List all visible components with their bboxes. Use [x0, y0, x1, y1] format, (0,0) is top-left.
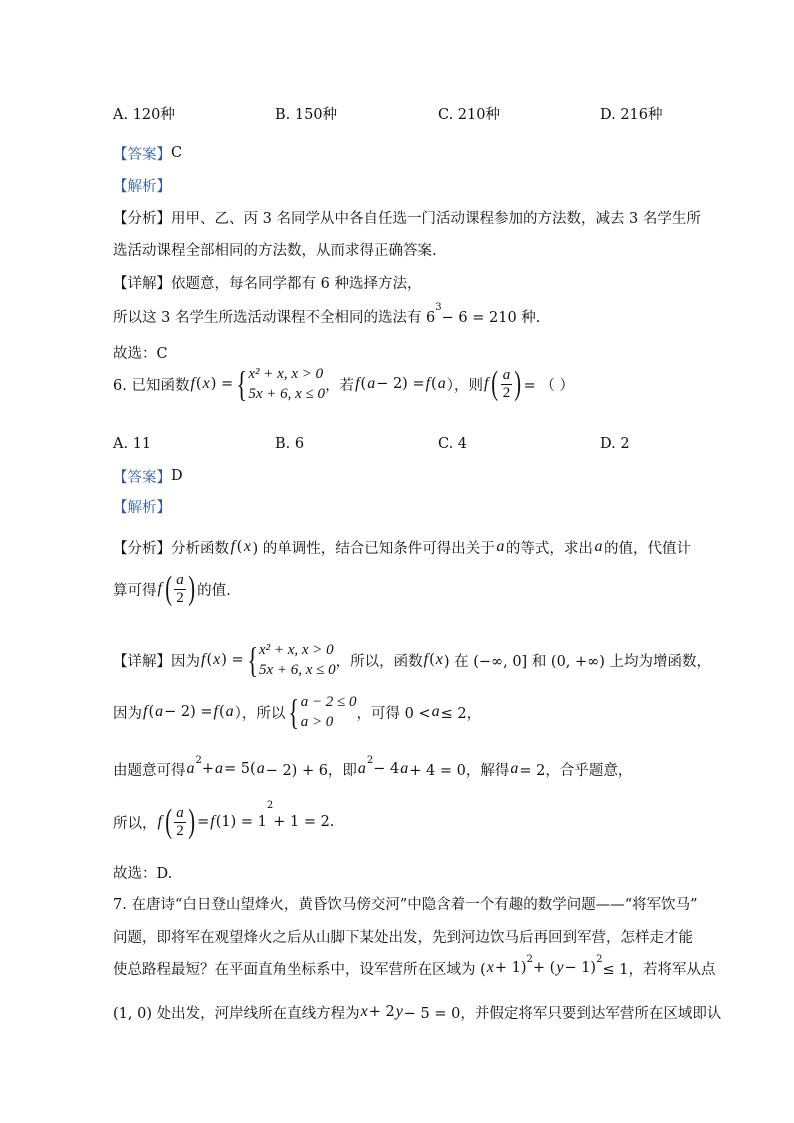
text-run: 使总路程最短？在平面直角坐标系中，设军营所在区域为 ( [113, 961, 486, 978]
math-variable: x [435, 651, 443, 668]
math-variable: f [210, 813, 215, 830]
text-line [113, 891, 698, 915]
math-variable: x [213, 651, 221, 668]
superscript: 2 [366, 755, 374, 766]
math-variable: f [143, 703, 148, 720]
math-variable: x [243, 538, 251, 555]
fraction-expression [489, 367, 523, 402]
q6-option-a: A. 11 [113, 436, 152, 452]
text-line [113, 340, 691, 364]
text-run: 因为 [113, 705, 142, 722]
math-variable: f [355, 375, 360, 392]
text-run: ( [360, 376, 367, 392]
math-variable: f [190, 375, 195, 392]
text-line [113, 569, 691, 609]
brace: { [247, 640, 258, 680]
text-run: + ( [532, 960, 556, 976]
text-run: 【详解】依题意，每名同学都有 6 种选择方法， [113, 275, 422, 292]
right-paren: ) [514, 365, 522, 402]
text-run: C [171, 145, 183, 161]
piecewise-row: x² + x, x > 0 [258, 642, 334, 658]
math-variable: a [155, 703, 164, 720]
text-line [113, 1000, 722, 1024]
text-run: 由题意可得 [113, 762, 186, 779]
superscript: 2 [596, 954, 603, 965]
piecewise-expression [285, 692, 356, 732]
math-variable: f [201, 651, 206, 668]
denominator: 2 [176, 822, 184, 839]
superscript: 2 [526, 954, 533, 965]
left-paren: ( [165, 570, 173, 607]
text-run: 6. 已知函数 [113, 377, 190, 394]
text-run: 问题，即将军在观望烽火之后从山脚下某处出发，先到河边饮马后再回到军营，怎样走才能 [113, 929, 693, 946]
text-run: = [197, 814, 210, 830]
math-variable: x [360, 1003, 368, 1020]
left-paren: ( [491, 365, 499, 402]
text-run: − 2) + 6，即 [265, 762, 357, 779]
text-run: 选活动课程全部相同的方法数，从而求得正确答案. [113, 242, 437, 259]
section-label: 【答案】 [113, 146, 171, 163]
piecewise-rows [248, 364, 325, 404]
text-run: ( [236, 539, 243, 555]
math-variable: a [215, 760, 224, 777]
text-run: − 2) = [164, 704, 213, 720]
math-variable: f [230, 538, 236, 555]
text-run: + [201, 761, 215, 777]
text-run: ) 的单调性，结合已知条件可得出关于 [252, 540, 495, 557]
text-run: ），所以 [234, 705, 286, 722]
text-run: + 4 = 0，解得 [409, 762, 510, 779]
math-variable: f [157, 580, 162, 597]
brace: { [236, 364, 247, 404]
text-line [113, 237, 691, 261]
denominator: 2 [502, 384, 511, 401]
left-paren: ( [165, 803, 173, 840]
text-run: ( [431, 376, 437, 392]
text-run: 的值. [197, 582, 231, 599]
q5-option-d: D. 216种 [600, 107, 663, 123]
text-run: ) = [210, 376, 234, 392]
text-run: − 5 = 0，并假定将军只要到达军营所在区域即认 [403, 1005, 722, 1022]
superscript: 2 [266, 800, 274, 811]
math-variable: f [483, 375, 489, 392]
text-run: ( [206, 652, 213, 668]
text-line [113, 364, 691, 404]
text-run: (1) = 1 [215, 814, 267, 830]
piecewise-row: a > 0 [300, 714, 334, 730]
text-run: ( [429, 652, 435, 668]
numerator: a [502, 366, 511, 383]
text-run: ) = [221, 652, 244, 668]
math-variable: f [423, 651, 429, 668]
math-variable: a [400, 760, 409, 777]
piecewise-row: 5x + 6, x ≤ 0 [248, 386, 326, 402]
text-run: 【详解】因为 [113, 653, 200, 670]
math-variable: a [594, 538, 603, 555]
q6-option-b: B. 6 [275, 436, 305, 452]
fraction [174, 572, 186, 607]
text-run: ，若 [325, 377, 355, 394]
text-line [113, 205, 701, 229]
q6-option-c: C. 4 [438, 436, 468, 452]
math-variable: f [425, 375, 431, 392]
math-variable: f [157, 813, 162, 830]
fraction [174, 805, 186, 840]
text-line [113, 173, 691, 197]
math-variable: y [556, 959, 564, 976]
text-run: = （ ） [523, 377, 574, 394]
text-line [113, 535, 691, 559]
math-variable: y [395, 1003, 403, 1020]
text-run: 【分析】用甲、乙、丙 3 名同学从中各自任选一门活动课程参加的方法数，减去 3 名学生所 [113, 210, 701, 227]
text-run: ≤ 2， [440, 705, 482, 722]
text-run: 所以这 3 名学生所选活动课程不全相同的选法有 6 [113, 309, 436, 326]
text-run: = 2，合乎题意， [519, 762, 633, 779]
q6-option-d: D. 2 [600, 436, 630, 452]
math-variable: x [202, 375, 210, 392]
math-variable: f [213, 703, 218, 720]
text-run: ，可得 0 < [356, 705, 431, 722]
piecewise-row: 5x + 6, x ≤ 0 [258, 662, 336, 678]
text-run: D [171, 468, 183, 484]
text-line [113, 802, 691, 842]
brace: { [288, 692, 300, 732]
text-run: − 4 [373, 761, 400, 777]
math-variable: a [496, 538, 505, 555]
text-line [113, 304, 691, 328]
text-run: 故选：C [113, 345, 168, 362]
text-line [113, 464, 691, 488]
piecewise-rows [301, 692, 357, 732]
denominator: 2 [176, 589, 184, 606]
piecewise-row: a − 2 ≤ 0 [300, 694, 357, 710]
text-run: + 2 [368, 1004, 395, 1020]
numerator: a [176, 571, 184, 588]
math-variable: a [357, 760, 366, 777]
text-run: ( [195, 376, 202, 392]
text-run: ) 在 (−∞, 0] 和 (0, +∞) 上均为增函数， [443, 653, 712, 670]
text-line [113, 860, 691, 884]
text-line [113, 954, 716, 980]
math-variable: a [186, 760, 195, 777]
fraction [501, 367, 513, 402]
section-label: 【解析】 [113, 499, 171, 516]
text-run: 7. 在唐诗“白日登山望烽火，黄昏饮马傍交河”中隐含着一个有趣的数学问题——“将军饮马” [113, 896, 698, 913]
math-variable: a [225, 703, 234, 720]
piecewise-expression [244, 640, 336, 680]
section-label: 【答案】 [113, 469, 171, 486]
text-run: − 2) = [376, 376, 425, 392]
text-run: 的等式，求出 [505, 540, 593, 557]
math-variable: a [256, 760, 265, 777]
right-paren: ) [188, 570, 195, 607]
text-run: (1, 0) 处出发，河岸线所在直线方程为 [113, 1005, 360, 1022]
text-line [113, 924, 691, 948]
text-run: ( [218, 704, 225, 720]
text-run: ，所以，函数 [335, 653, 423, 670]
text-run: 算可得 [113, 582, 157, 599]
right-paren: ) [188, 803, 195, 840]
text-run: 【分析】分析函数 [113, 540, 229, 557]
q5-option-b: B. 150种 [275, 107, 338, 123]
piecewise-rows [259, 640, 336, 680]
text-line [113, 141, 691, 165]
text-run: − 6 = 210 种. [441, 309, 541, 326]
text-run: 所以， [113, 815, 157, 832]
text-run: + 1) [494, 960, 527, 976]
text-run: + 1 = 2. [273, 814, 335, 830]
text-line [113, 270, 691, 294]
math-variable: a [367, 375, 376, 392]
text-line [113, 757, 691, 781]
piecewise-row: x² + x, x > 0 [248, 366, 324, 382]
superscript: 3 [435, 302, 442, 313]
text-run: 故选：D. [113, 865, 173, 882]
text-run: = 5( [224, 761, 256, 777]
section-label: 【解析】 [113, 178, 171, 195]
math-variable: a [510, 760, 519, 777]
text-run: ( [148, 704, 155, 720]
text-line [113, 690, 691, 734]
q5-option-a: A. 120种 [113, 107, 175, 123]
text-run: − 1) [564, 960, 597, 976]
text-line [113, 494, 691, 518]
fraction-expression [163, 572, 197, 607]
q5-option-c: C. 210种 [438, 107, 500, 123]
numerator: a [176, 804, 184, 821]
text-run: ），则 [446, 377, 483, 394]
math-variable: a [431, 703, 440, 720]
text-run: 的值，代值计 [604, 540, 691, 557]
fraction-expression [163, 805, 197, 840]
piecewise-expression [233, 364, 325, 404]
math-variable: a [437, 375, 446, 392]
math-variable: x [486, 959, 494, 976]
superscript: 2 [195, 755, 202, 766]
text-run: ≤ 1，若将军从点 [602, 961, 716, 978]
text-line [113, 638, 712, 682]
